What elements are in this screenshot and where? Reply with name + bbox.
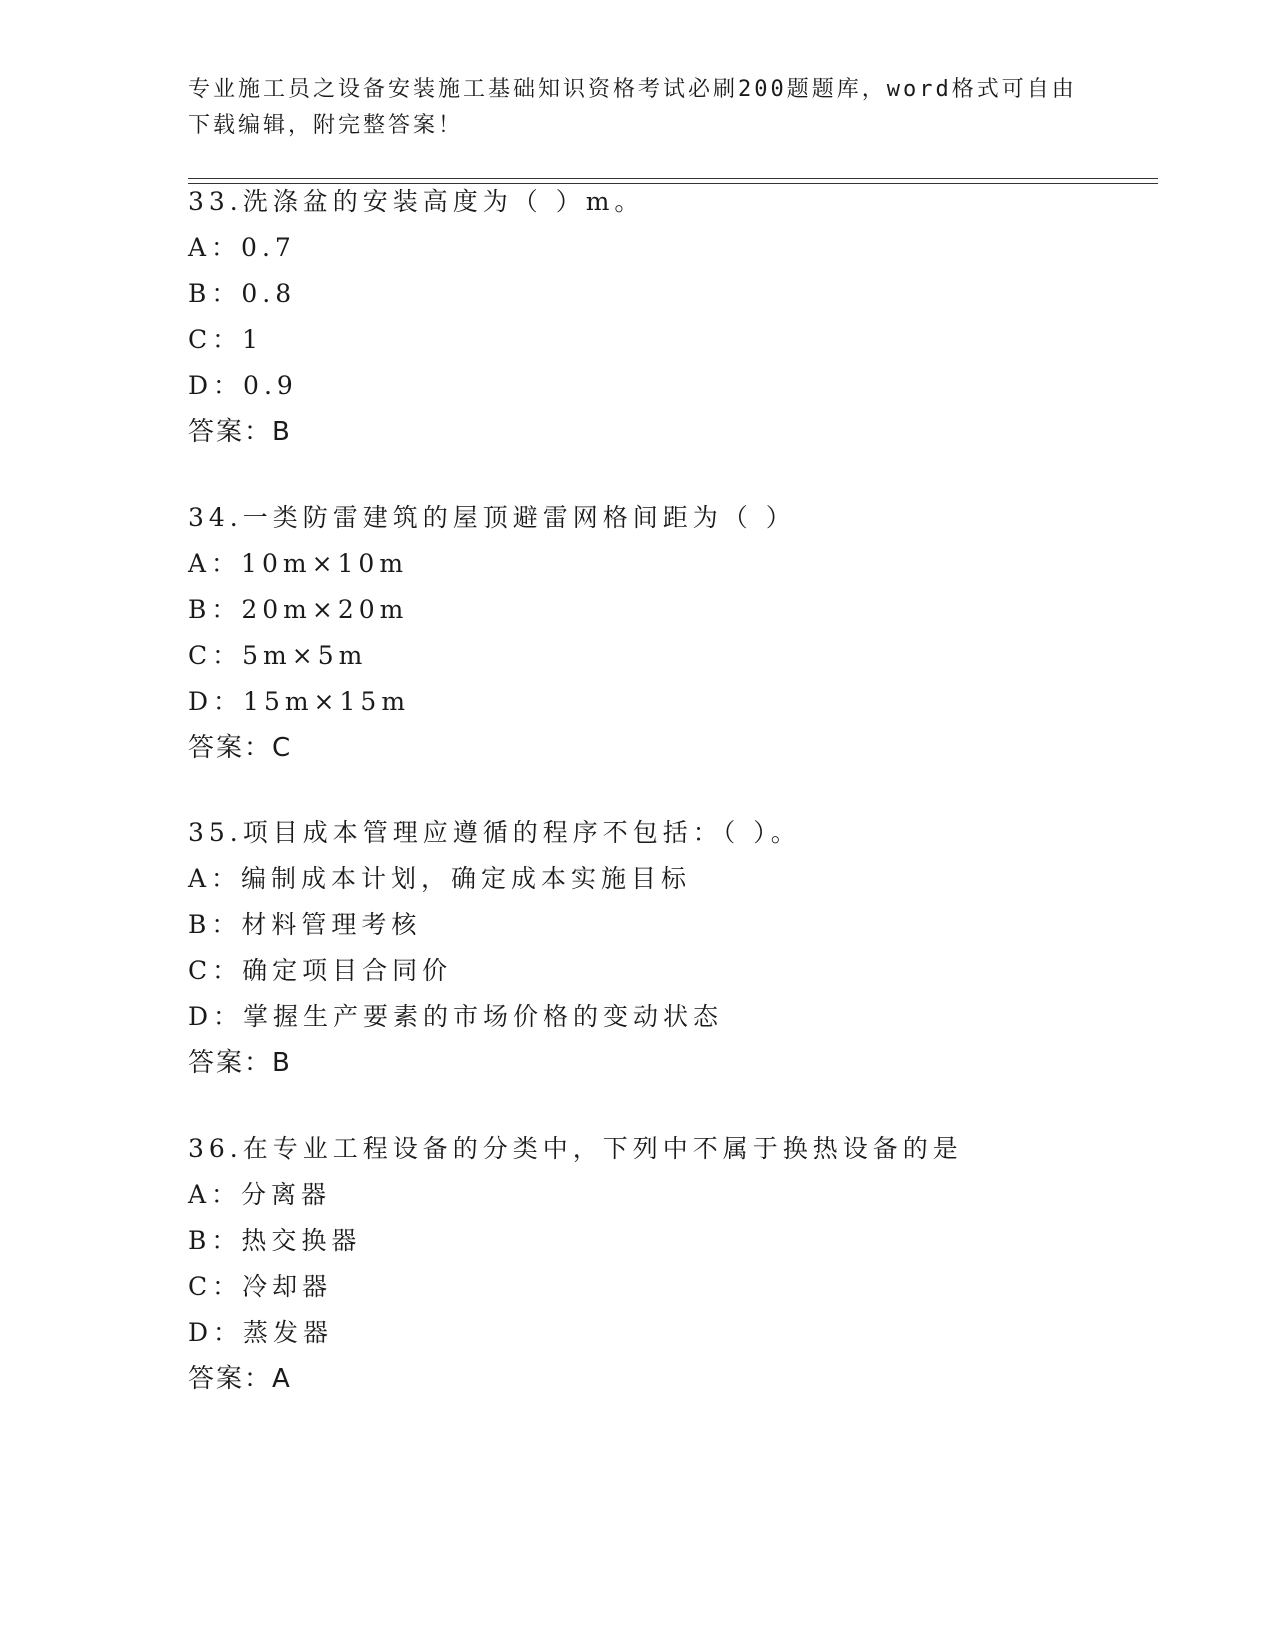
option-c: C：5m×5m [188, 641, 368, 670]
question-stem: 36.在专业工程设备的分类中，下列中不属于换热设备的是 [188, 1134, 963, 1163]
answer-line: 答案：C [188, 733, 293, 763]
question-block-35 [188, 810, 1138, 1086]
question-stem: 33.洗涤盆的安装高度为（ ）m。 [188, 187, 645, 216]
option-a: A：分离器 [188, 1180, 332, 1209]
option-b: B：热交换器 [188, 1226, 362, 1255]
option-a: A：0.7 [188, 233, 296, 262]
header-line-2: 下载编辑，附完整答案！ [188, 113, 464, 138]
option-b: B：材料管理考核 [188, 910, 422, 939]
answer-line: 答案：B [188, 1048, 292, 1078]
question-stem: 34.一类防雷建筑的屋顶避雷网格间距为（ ） [188, 503, 796, 532]
option-b: B：20m×20m [188, 595, 409, 624]
option-a: A：编制成本计划，确定成本实施目标 [188, 864, 692, 893]
answer-line: 答案：B [188, 417, 292, 447]
document-header [188, 72, 1088, 144]
question-block-33 [188, 179, 1138, 455]
question-stem: 35.项目成本管理应遵循的程序不包括：（ ）。 [188, 818, 801, 847]
option-d: D：蒸发器 [188, 1318, 334, 1347]
question-block-36 [188, 1126, 1138, 1402]
question-block-34 [188, 495, 1138, 771]
option-c: C：1 [188, 325, 264, 354]
option-a: A：10m×10m [188, 549, 409, 578]
option-b: B：0.8 [188, 279, 297, 308]
header-line-1: 专业施工员之设备安装施工基础知识资格考试必刷200题题库，word格式可自由 [188, 77, 1077, 102]
option-d: D：0.9 [188, 371, 298, 400]
option-c: C：确定项目合同价 [188, 956, 453, 985]
option-d: D：15m×15m [188, 687, 411, 716]
option-c: C：冷却器 [188, 1272, 333, 1301]
option-d: D：掌握生产要素的市场价格的变动状态 [188, 1002, 724, 1031]
answer-line: 答案：A [188, 1364, 292, 1394]
